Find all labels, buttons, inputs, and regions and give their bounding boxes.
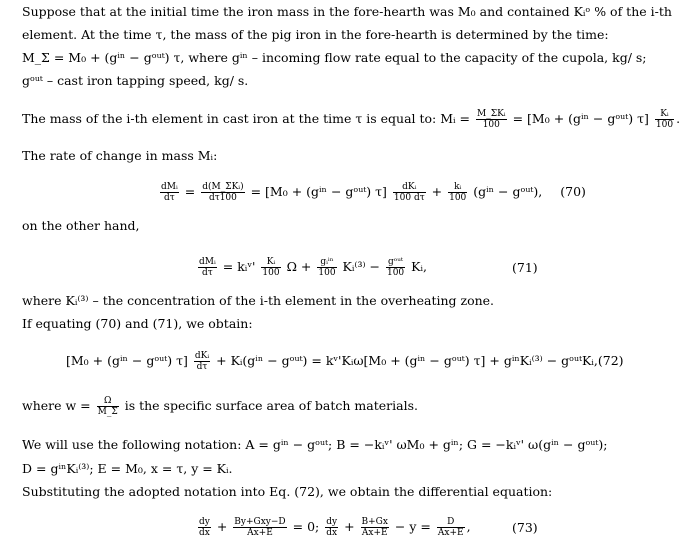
equation-71-part-a: = kᵢᵛ' [222,259,256,274]
fraction-denominator: dτ [160,192,179,203]
equation-number-70: (70) [560,184,586,199]
equation-73-equals-zero: = 0; [292,519,320,534]
fraction-denominator: 100 [262,268,280,278]
fraction-numerator: By+Gxy−D [234,517,286,527]
substituting-line: Substituting the adopted notation into Eq. (72), we obtain the differential equation: [22,484,553,499]
mass-element-text: The mass of the i-th element in cast iron at the time τ is equal to: Mᵢ = [22,111,470,126]
specific-surface-line [22,396,418,417]
fraction-denominator: Ax+E [437,528,464,538]
equation-71-part-d: Kᵢ, [411,259,427,274]
fraction-numerator: dy [199,517,210,527]
fraction-denominator: 100 [318,268,336,278]
fraction-dy-dx-2 [325,517,338,538]
fraction-numerator: gᵢⁱⁿ [320,257,334,267]
fraction-numerator: dy [326,517,338,527]
rate-of-change-line: The rate of change in mass Mᵢ: [22,148,218,163]
fraction-numerator: Ω [103,396,112,406]
fraction-dmk-dt [201,182,244,203]
fraction-dk-dt [194,351,210,372]
equation-71-part-c: Kᵢ⁽³⁾ − [342,259,380,274]
fraction-denominator: M_Σ [97,407,118,417]
fraction-denominator: 100 dτ [393,193,425,203]
equating-line: If equating (70) and (71), we obtain: [22,316,253,331]
fraction-k-100 [261,257,280,278]
equation-73-minus-y: − y = [394,519,431,534]
fraction-denominator: 100 [449,193,467,203]
fraction-denominator: dτ [198,267,217,278]
fraction-denominator: 100 [655,120,674,130]
equation-70: $\frac{\text{dMᵢ}}{d\tau}$ = $\frac{\text{d(M\_ΣKᵢ)}}{d\tau 100}$ = [M₀ + (gⁱⁿ − gᵒᵘᵗ) τ] $\frac{\text{dKᵢ}}{100 d\tau}$ + $\frac{\text{kᵢ}}{100}$ (gⁱⁿ − gᵒᵘᵗ), (70) [161,182,586,203]
fraction-dk-dt [393,182,426,203]
paragraph-line-4: gᵒᵘᵗ – cast iron tapping speed, kg/ s. [22,73,249,88]
fraction-denominator: Ax+E [361,528,388,538]
fraction-mass-total [476,109,507,130]
fraction-numerator: M_ΣKᵢ [476,109,506,119]
fraction-numerator: dKᵢ [194,351,210,361]
fraction-denominator: dτ [194,361,210,372]
equation-number-71: (71) [512,260,538,275]
fraction-denominator: dx [326,528,338,538]
fraction-dy-dx [198,517,211,538]
equation-71 [196,257,427,278]
fraction-numerator: dMᵢ [199,257,216,267]
specific-surface-prefix: where w = [22,398,91,413]
fraction-numerator: Kᵢ [660,109,669,119]
mass-element-line: The mass of the i-th element in cast iron at the time τ is equal to: Mᵢ = $\frac{\text{M\_ΣKᵢ}}{100}$ = [M₀ + (gⁱⁿ − gᵒᵘᵗ) τ] $\frac{\text{Kᵢ}}{100}$ . [22,109,681,130]
notation-line-1: We will use the following notation: A = gⁱⁿ − gᵒᵘᵗ; B = −kᵢᵛ' ωM₀ + gⁱⁿ; G = −kᵢᵛ' ω(gⁱⁿ − gᵒᵘᵗ); [22,437,608,452]
fraction-denominator: Ax+E [233,527,286,538]
fraction-k-100 [448,182,467,203]
equation-72-rest: + Kᵢ(gⁱⁿ − gᵒᵘᵗ) = kᵛ'Kᵢω[M₀ + (gⁱⁿ − gᵒᵘᵗ) τ] + gⁱⁿKᵢ⁽³⁾ − gᵒᵘᵗKᵢ,(72) [216,353,624,368]
fraction-denominator: dx [199,528,210,538]
fraction-d-over-ax-e [437,517,465,538]
fraction-numerator: dKᵢ [402,182,417,192]
equation-72-bracket: [M₀ + (gⁱⁿ − gᵒᵘᵗ) τ] [66,353,188,368]
equation-70-bracket: = [M₀ + (gⁱⁿ − gᵒᵘᵗ) τ] [250,184,387,199]
mass-element-expression: = [M₀ + (gⁱⁿ − gᵒᵘᵗ) τ] [512,111,649,126]
equation-73: $\frac{dy}{dx}$ + $\frac{\text{By+Gxy−D}}{Ax+E}$ = 0; $\frac{dy}{dx}$ + $\frac{B+Gx}{Ax+E}$ − y = $\frac{D}{Ax+E}$ , [199,517,471,538]
paragraph-line-1: Suppose that at the initial time the iron mass in the fore-hearth was M₀ and contained Kᵢᵒ % of the i-th [22,4,672,19]
equation-71-part-b: Ω + [286,259,312,274]
equation-number-73: (73) [512,520,538,535]
specific-surface-suffix: is the specific surface area of batch materials. [124,398,418,413]
fraction-numerator: gᵒᵘᵗ [388,257,404,267]
fraction-k-over-100 [655,109,674,130]
fraction-omega-over-m [97,396,119,417]
fraction-numerator: D [447,517,455,527]
fraction-numerator: d(M_ΣKᵢ) [202,182,244,192]
fraction-gin-100 [317,257,336,278]
fraction-denominator: dτ100 [201,192,244,203]
fraction-denominator: 100 [476,119,507,130]
fraction-b-gx [361,517,389,538]
fraction-numerator: Kᵢ [266,257,276,267]
on-the-other-hand-line: on the other hand, [22,218,140,233]
concentration-definition-line: where Kᵢ⁽³⁾ – the concentration of the i-th element in the overheating zone. [22,293,495,308]
fraction-numerator: dMᵢ [161,182,178,192]
fraction-gout-100 [386,257,405,278]
equation-70-tail: (gⁱⁿ − gᵒᵘᵗ), [473,184,543,199]
fraction-numerator: kᵢ [454,182,462,192]
paragraph-line-2: element. At the time τ, the mass of the pig iron in the fore-hearth is determined by the time: [22,27,609,42]
fraction-dm-dt [198,257,217,278]
notation-line-2: D = gⁱⁿKᵢ⁽³⁾; E = M₀, x = τ, y = Kᵢ. [22,461,233,476]
fraction-denominator: 100 [386,268,405,278]
equation-72 [66,351,624,372]
fraction-by-gxy-d [233,517,286,538]
fraction-numerator: B+Gx [361,517,388,527]
fraction-dm-dt [160,182,179,203]
paragraph-line-3: M_Σ = M₀ + (gⁱⁿ − gᵒᵘᵗ) τ, where gⁱⁿ – incoming flow rate equal to the capacity of the cupola, kg/ s; [22,50,647,65]
